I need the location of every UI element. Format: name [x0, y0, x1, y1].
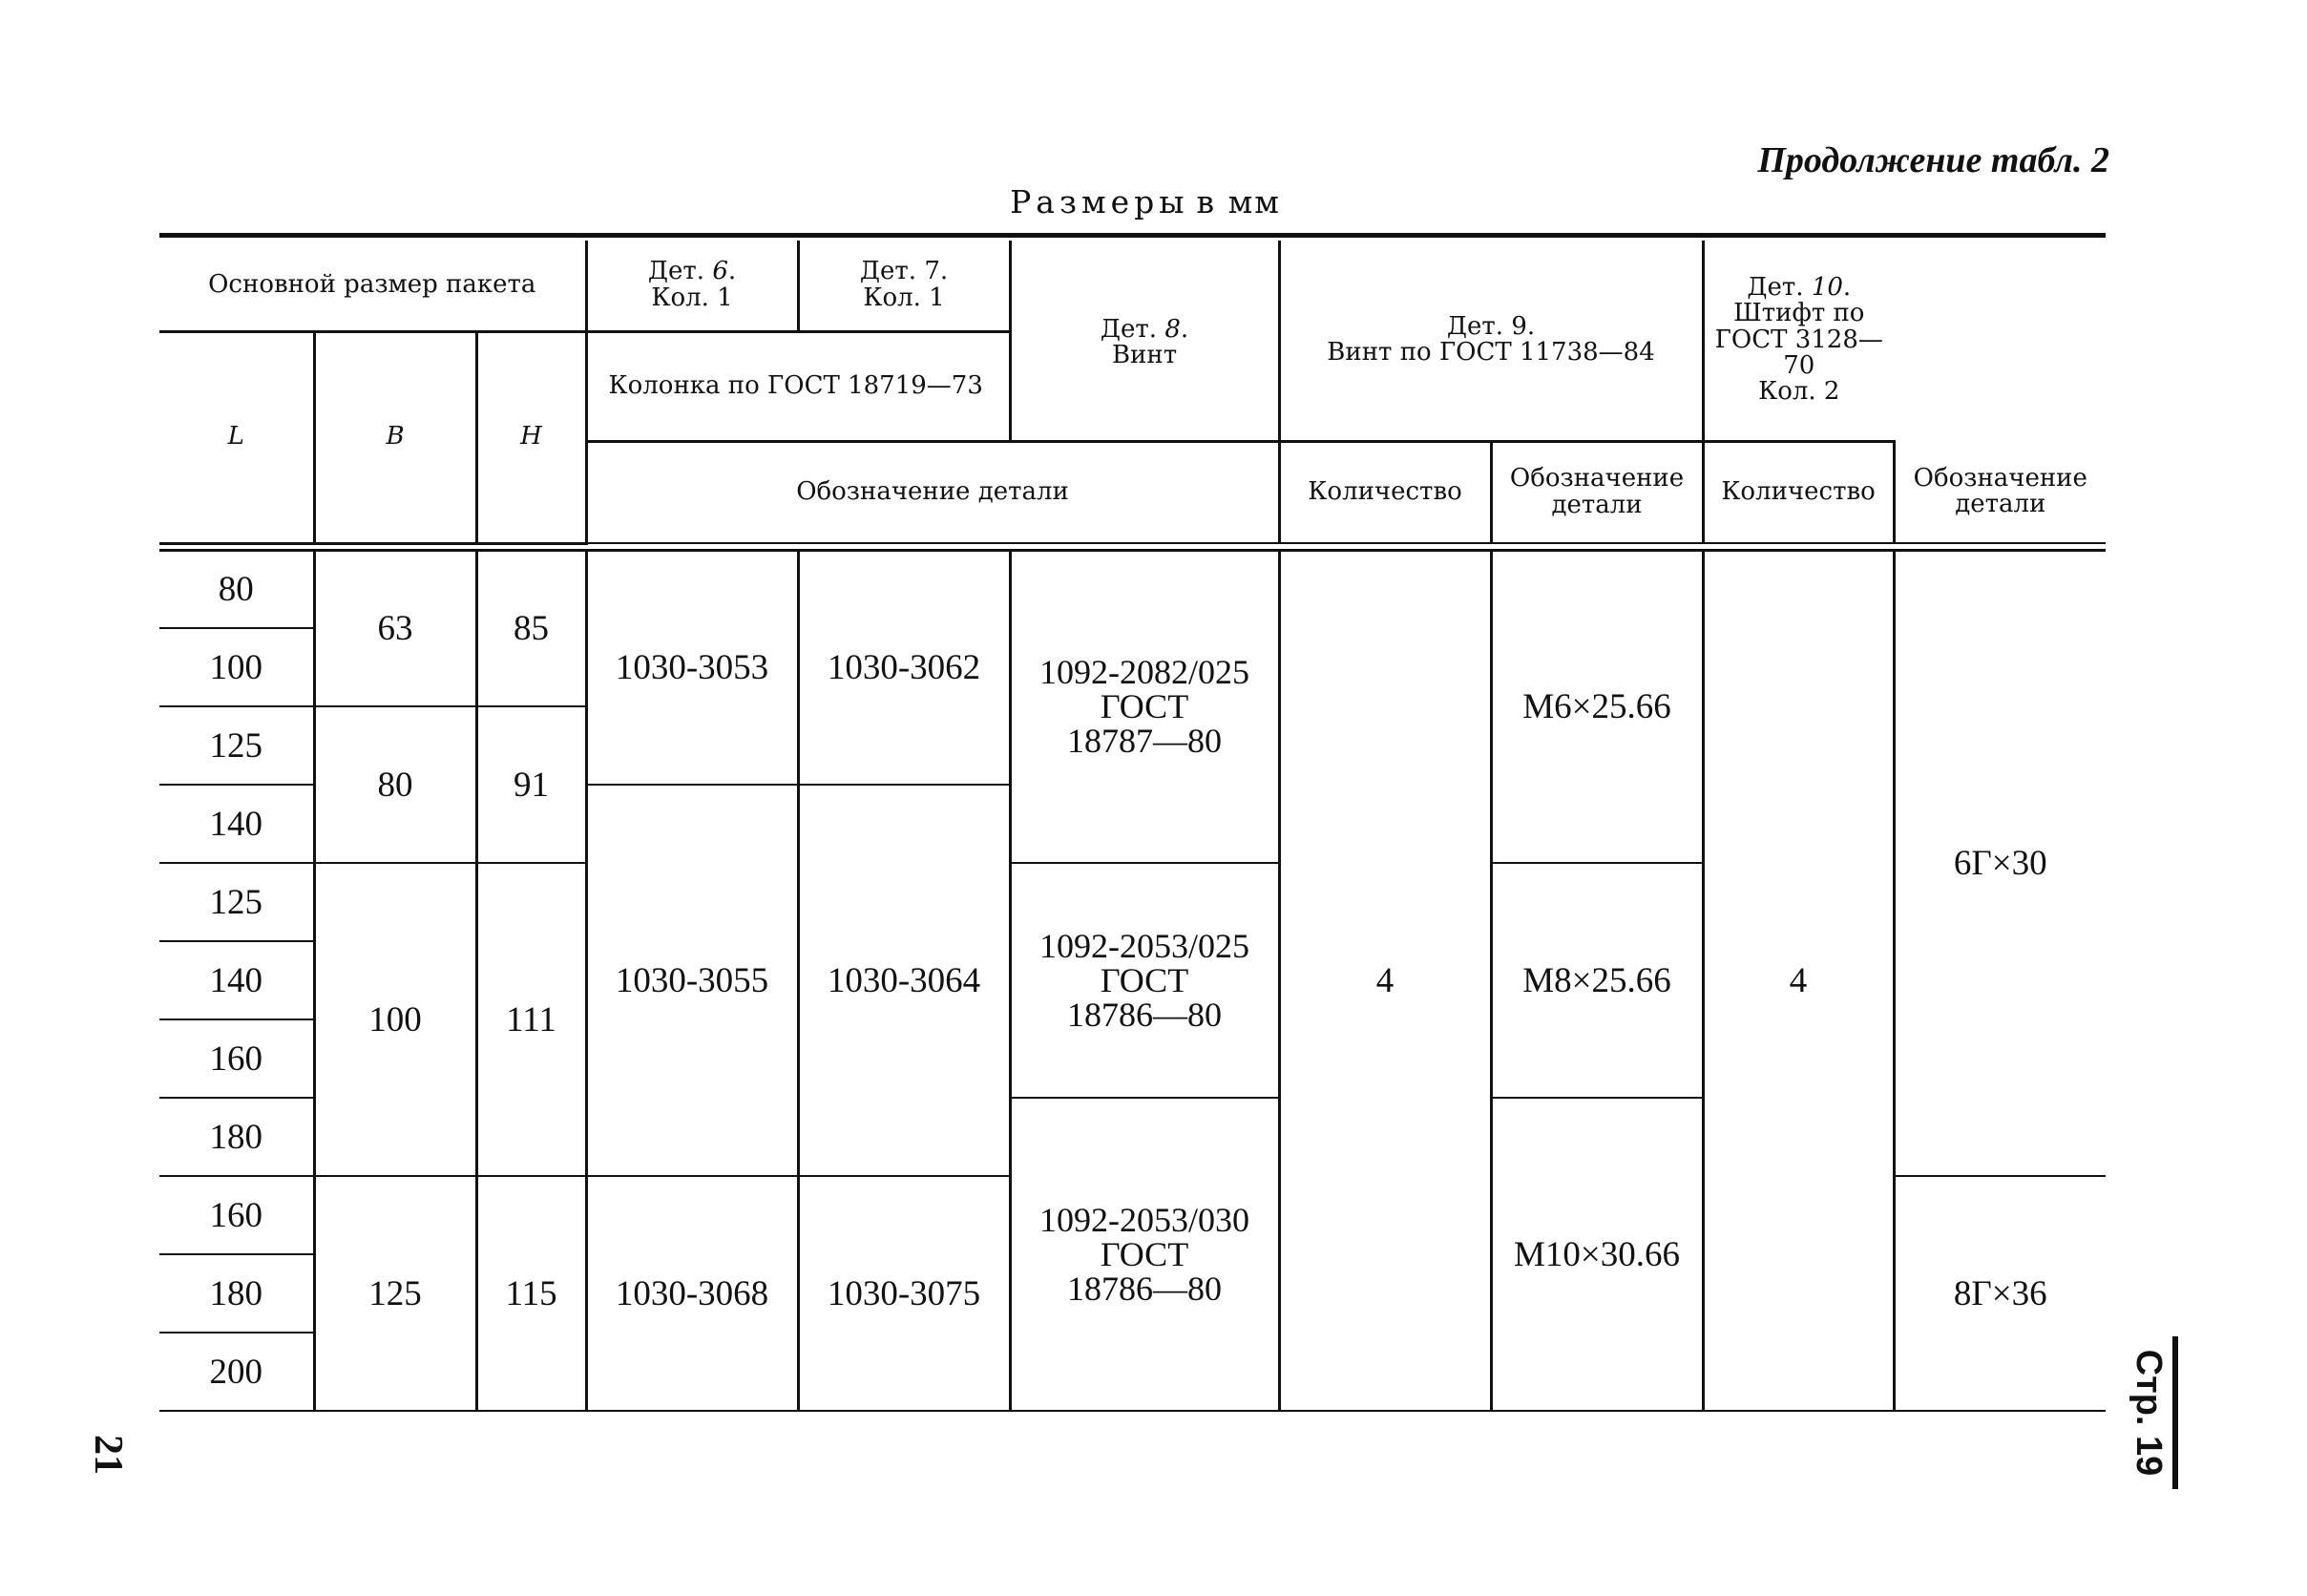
det7-cell: 1030-3075 — [798, 1176, 1010, 1411]
L-cell: 100 — [159, 628, 314, 706]
det9-cell: M6×25.66 — [1491, 550, 1703, 863]
header-row-1 — [159, 241, 2106, 331]
det6-cell: 1030-3055 — [586, 785, 798, 1176]
det9-designation-header: Обозначение детали — [1491, 441, 1703, 543]
B-header: B — [314, 331, 476, 543]
top-rule — [159, 233, 2106, 238]
B-cell: 63 — [314, 550, 476, 706]
qty9-header: Количество — [1703, 441, 1894, 543]
det6-cell: 1030-3053 — [586, 550, 798, 785]
L-cell: 180 — [159, 1254, 314, 1333]
L-cell: 140 — [159, 941, 314, 1019]
det8-cell: 1092-2082/025 ГОСТ 18787—80 — [1010, 550, 1279, 863]
base-size-header: Основной размер пакета — [159, 241, 586, 331]
H-cell: 91 — [476, 706, 586, 863]
column-gost-header: Колонка по ГОСТ 18719—73 — [586, 331, 1010, 441]
page-number: 21 — [86, 1435, 130, 1475]
det9-cell: M10×30.66 — [1491, 1098, 1703, 1411]
det10-cell: 8Г×36 — [1894, 1176, 2106, 1411]
L-cell: 160 — [159, 1176, 314, 1254]
det7-cell: 1030-3064 — [798, 785, 1010, 1176]
units-caption — [859, 183, 1432, 220]
det10-designation-header: Обозначение детали — [1894, 441, 2106, 543]
qty8-header: Количество — [1279, 441, 1491, 543]
qty9-cell: 4 — [1703, 550, 1894, 1411]
qty8-cell: 4 — [1279, 550, 1491, 1411]
det6-header: Дет. 6. Кол. 1 — [586, 241, 798, 331]
L-cell: 140 — [159, 785, 314, 863]
H-header: H — [476, 331, 586, 543]
designation-header: Обозначение детали — [586, 441, 1279, 543]
continuation-caption: Продолжение табл. 2 — [1757, 140, 2109, 180]
header-separator — [159, 543, 2106, 550]
det9-header: Дет. 9. Винт по ГОСТ 11738—84 — [1279, 241, 1703, 441]
L-cell: 180 — [159, 1098, 314, 1176]
L-cell: 80 — [218, 569, 254, 609]
det8-header: Дет. 8. Винт — [1010, 241, 1279, 441]
B-cell: 125 — [314, 1176, 476, 1411]
det8-cell: 1092-2053/025 ГОСТ 18786—80 — [1010, 863, 1279, 1098]
gost-table — [159, 241, 2106, 1412]
H-cell: 115 — [476, 1176, 586, 1411]
B-cell: 100 — [314, 863, 476, 1176]
det7-header: Дет. 7. Кол. 1 — [798, 241, 1010, 331]
B-cell: 80 — [314, 706, 476, 863]
L-cell: 125 — [159, 863, 314, 941]
det6-cell: 1030-3068 — [586, 1176, 798, 1411]
L-header: L — [159, 331, 314, 543]
page-label: Стр. 19 — [2111, 1336, 2178, 1489]
table-row — [159, 550, 2106, 628]
units-word: Размеры — [1010, 183, 1189, 220]
H-cell: 85 — [476, 550, 586, 706]
H-cell: 111 — [476, 863, 586, 1176]
det7-cell: 1030-3062 — [798, 550, 1010, 785]
L-cell: 160 — [159, 1019, 314, 1098]
L-cell: 125 — [159, 706, 314, 785]
L-cell: 200 — [159, 1333, 314, 1411]
units-unit: в мм — [1196, 183, 1281, 220]
det8-cell: 1092-2053/030 ГОСТ 18786—80 — [1010, 1098, 1279, 1411]
det10-cell: 6Г×30 — [1894, 550, 2106, 1176]
det10-header: Дет. 10. Штифт по ГОСТ 3128—70 Кол. 2 — [1703, 241, 1894, 441]
det9-cell: M8×25.66 — [1491, 863, 1703, 1098]
